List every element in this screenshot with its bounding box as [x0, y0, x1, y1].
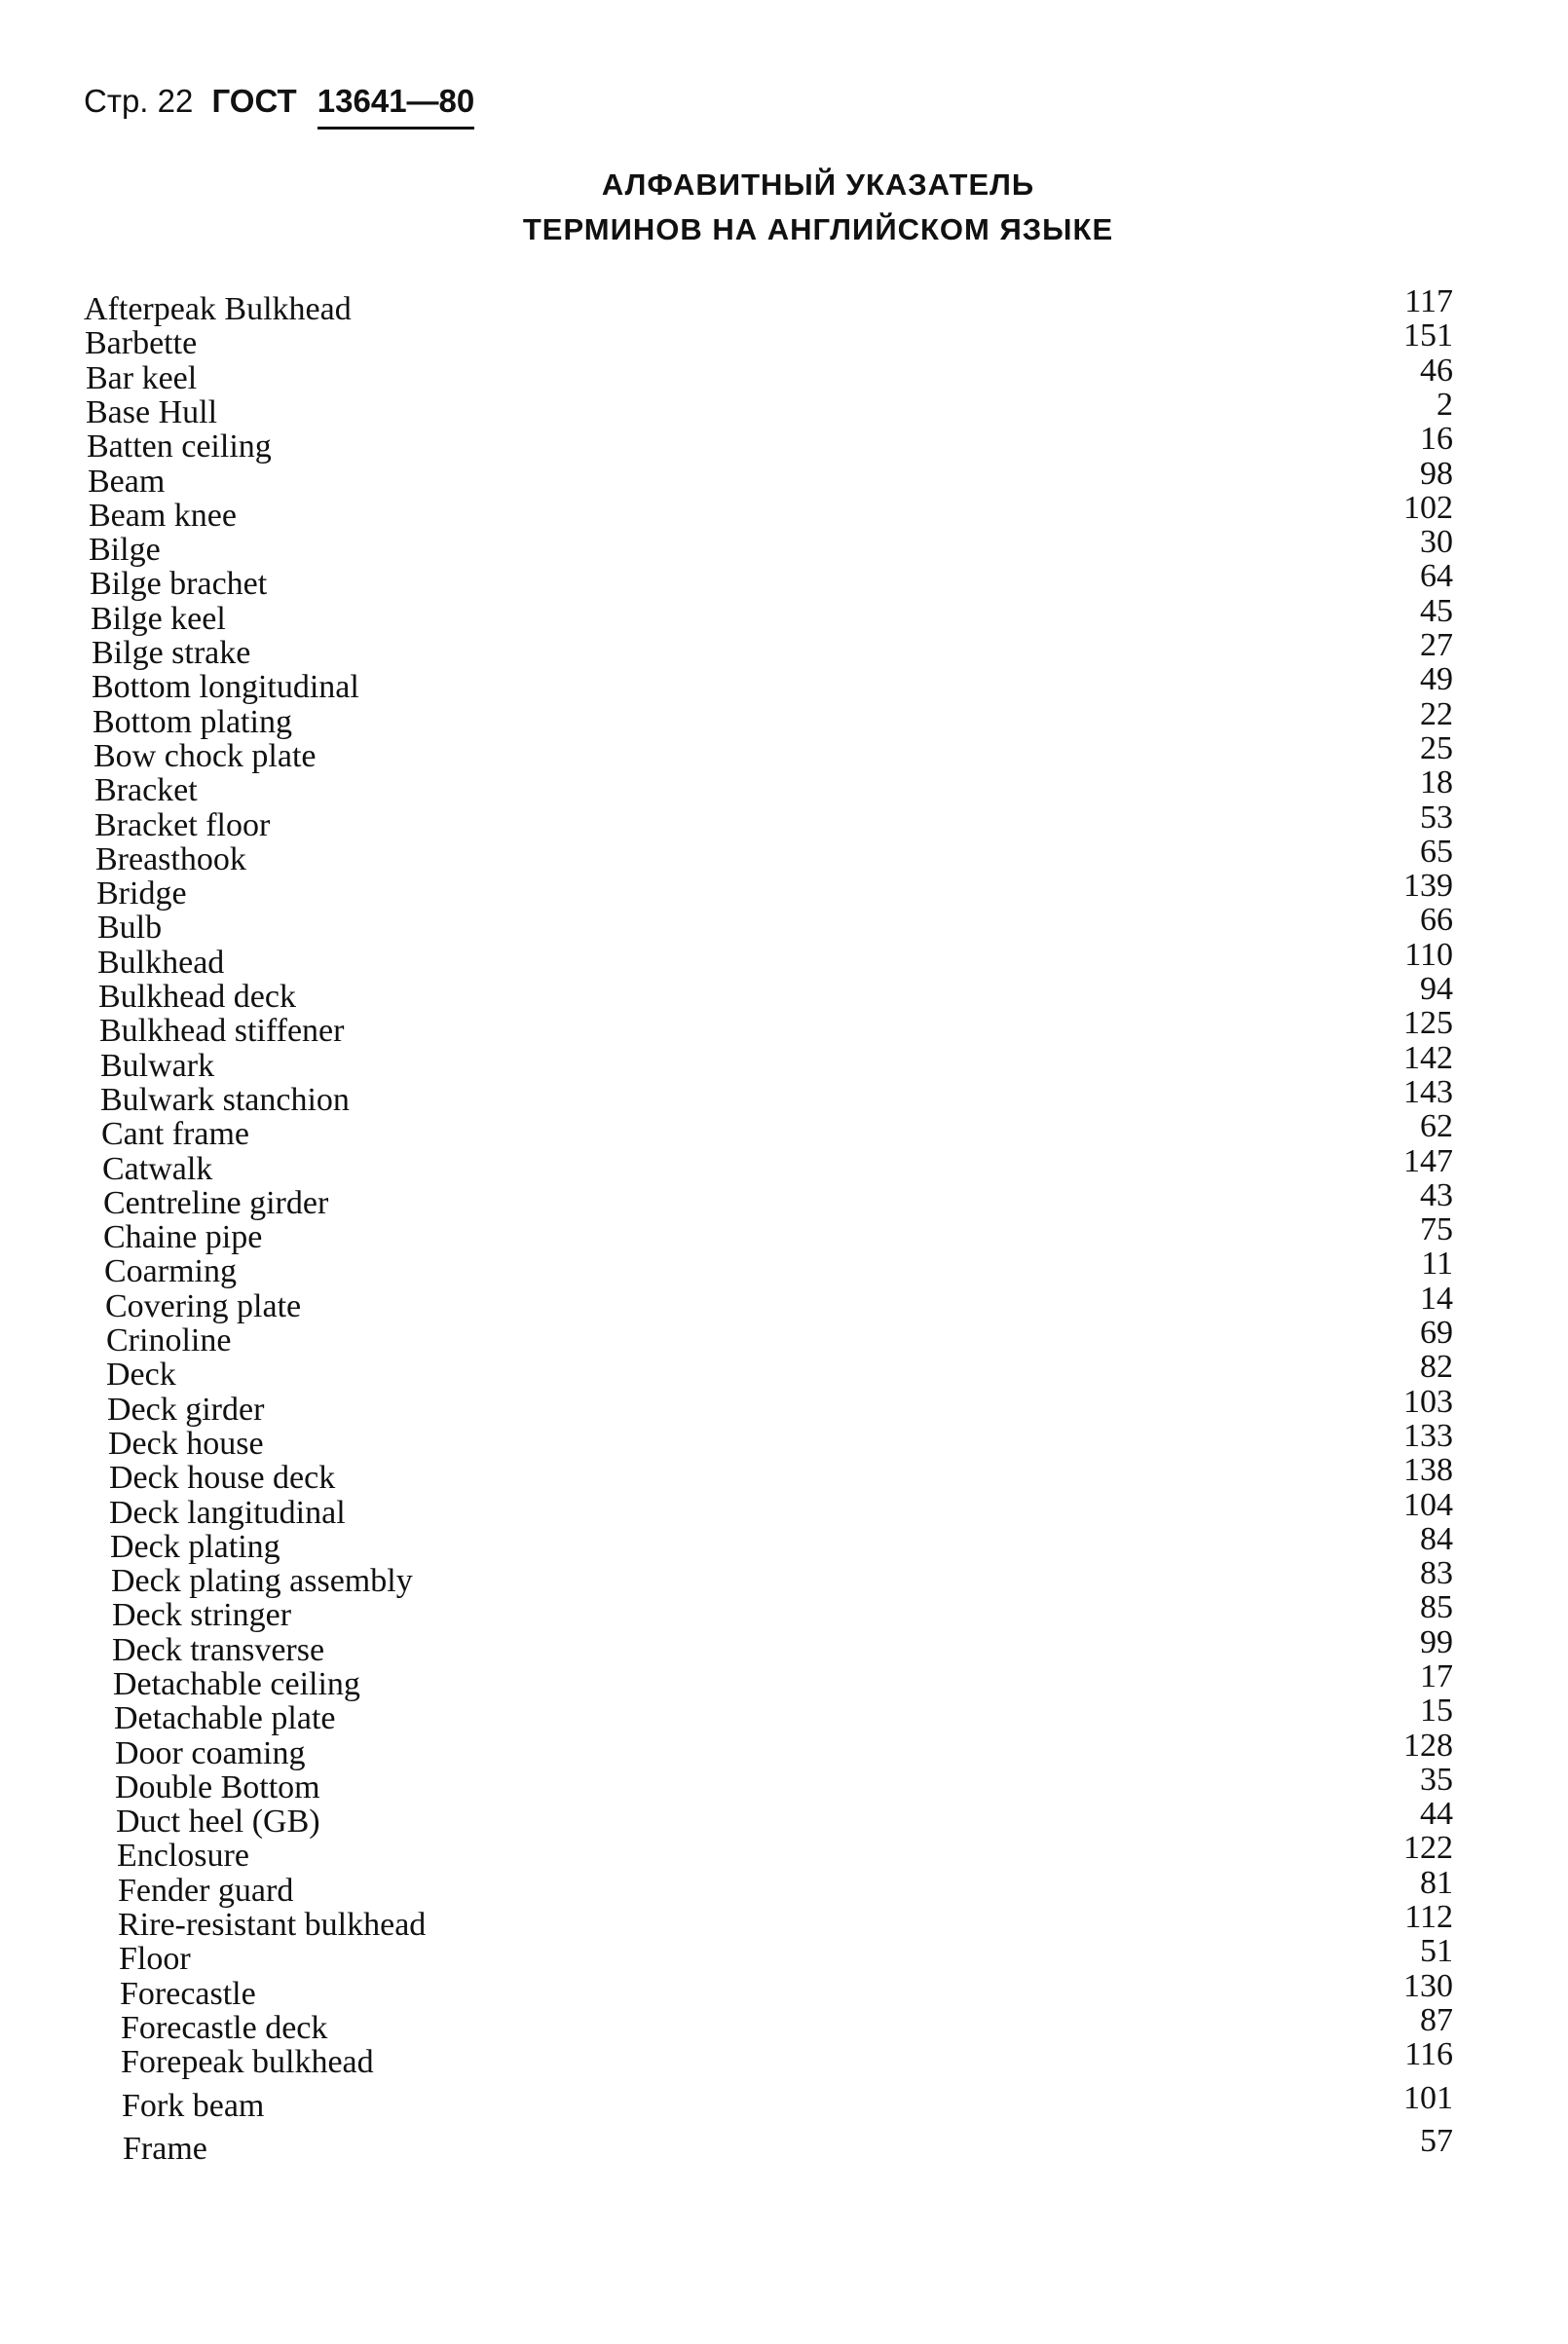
index-entry	[0, 730, 1568, 774]
index-entry	[0, 456, 1568, 500]
index-entry	[0, 1040, 1568, 1084]
index-term: Frame	[123, 2131, 207, 2167]
index-term-number: 11	[1421, 1246, 1453, 1282]
index-term-number: 82	[1420, 1349, 1453, 1385]
index-term: Bow chock plate	[93, 738, 317, 774]
index-term: Cant frame	[101, 1116, 249, 1152]
index-term-number: 18	[1420, 764, 1453, 800]
standard-label: ГОСТ	[211, 83, 297, 119]
index-term-number: 75	[1420, 1211, 1453, 1247]
index-term-number: 138	[1403, 1452, 1453, 1488]
index-term-number: 87	[1420, 2002, 1453, 2038]
index-term-number: 16	[1420, 421, 1453, 457]
index-term: Deck plating	[110, 1529, 280, 1565]
index-term: Duct heel (GB)	[116, 1804, 320, 1840]
index-entry	[0, 421, 1568, 465]
index-entry	[0, 1693, 1568, 1736]
index-term: Forecastle deck	[121, 2010, 328, 2046]
index-term-number: 85	[1420, 1589, 1453, 1625]
index-entry	[0, 1796, 1568, 1840]
index-entry	[0, 696, 1568, 740]
index-term-number: 27	[1420, 627, 1453, 663]
index-term-number: 22	[1420, 696, 1453, 732]
index-term: Coarming	[104, 1253, 237, 1289]
index-term-number: 98	[1420, 456, 1453, 492]
index-entry	[0, 1555, 1568, 1599]
index-term-number: 102	[1403, 490, 1453, 526]
index-entry	[0, 1211, 1568, 1255]
index-entry	[0, 1521, 1568, 1565]
index-term: Deck house	[108, 1426, 264, 1462]
index-term-number: 103	[1403, 1384, 1453, 1420]
index-term: Bottom plating	[93, 704, 292, 740]
page-label: Стр. 22	[84, 83, 194, 119]
index-entry	[0, 2080, 1568, 2124]
index-term-number: 62	[1420, 1108, 1453, 1144]
index-title-line-1: АЛФАВИТНЫЙ УКАЗАТЕЛЬ	[601, 167, 1035, 202]
index-entry	[0, 1589, 1568, 1633]
index-term: Deck	[106, 1357, 176, 1393]
index-term-number: 94	[1420, 971, 1453, 1007]
index-term: Deck transverse	[112, 1632, 325, 1668]
index-term-number: 66	[1420, 902, 1453, 938]
index-term: Deck langitudinal	[109, 1495, 346, 1531]
index-entry	[0, 1177, 1568, 1221]
index-term: Bracket floor	[94, 807, 271, 843]
index-entry	[0, 2036, 1568, 2080]
index-entry	[0, 834, 1568, 877]
index-entry	[0, 971, 1568, 1015]
index-term-number: 14	[1420, 1281, 1453, 1317]
index-term-number: 99	[1420, 1624, 1453, 1660]
index-entry	[0, 764, 1568, 808]
index-entry	[0, 800, 1568, 843]
index-term-number: 2	[1437, 387, 1453, 423]
index-term-number: 101	[1403, 2080, 1453, 2116]
index-term-number: 110	[1404, 937, 1453, 973]
index-term: Bridge	[96, 875, 187, 912]
index-term-number: 49	[1420, 661, 1453, 697]
index-term-number: 83	[1420, 1555, 1453, 1591]
index-term: Beam knee	[89, 498, 237, 534]
index-entry	[0, 353, 1568, 396]
index-entry	[0, 2123, 1568, 2167]
index-term: Rire-resistant bulkhead	[118, 1907, 427, 1943]
index-term-number: 64	[1420, 558, 1453, 594]
index-term: Bulwark stanchion	[100, 1082, 350, 1118]
index-term-number: 116	[1404, 2036, 1453, 2072]
index-term: Bar keel	[86, 360, 198, 396]
index-term-number: 35	[1420, 1762, 1453, 1798]
index-entry	[0, 1349, 1568, 1393]
index-term: Deck plating assembly	[111, 1563, 413, 1599]
index-term-number: 143	[1403, 1074, 1453, 1110]
index-term-number: 45	[1420, 593, 1453, 629]
index-term-number: 17	[1420, 1658, 1453, 1694]
index-entry	[0, 1246, 1568, 1289]
index-term-number: 30	[1420, 524, 1453, 560]
index-term: Covering plate	[105, 1288, 302, 1324]
index-term-number: 44	[1420, 1796, 1453, 1832]
index-term-number: 104	[1403, 1487, 1453, 1523]
index-entry	[0, 1658, 1568, 1702]
index-entry	[0, 1315, 1568, 1358]
index-term: Bulwark	[100, 1048, 215, 1084]
index-entry	[0, 1384, 1568, 1428]
index-term: Bilge	[89, 532, 161, 568]
index-term-number: 46	[1420, 353, 1453, 389]
index-term-number: 122	[1403, 1830, 1453, 1866]
index-term: Catwalk	[102, 1151, 213, 1187]
index-entry	[0, 1281, 1568, 1324]
index-entry	[0, 2002, 1568, 2046]
index-entry	[0, 1452, 1568, 1496]
index-entry	[0, 1074, 1568, 1118]
index-title-line-2: ТЕРМИНОВ НА АНГЛИЙСКОМ ЯЗЫКЕ	[522, 212, 1114, 246]
index-entry	[0, 1728, 1568, 1771]
index-entry	[0, 1487, 1568, 1531]
index-entry	[0, 1108, 1568, 1152]
index-entry	[0, 868, 1568, 912]
index-term-number: 133	[1403, 1418, 1453, 1454]
index-term-number: 25	[1420, 730, 1453, 766]
index-term-number: 53	[1420, 800, 1453, 836]
index-term-number: 151	[1403, 317, 1453, 353]
index-term: Bracket	[94, 772, 198, 808]
index-term: Beam	[88, 464, 166, 500]
index-term: Door coaming	[115, 1735, 306, 1771]
index-term-number: 147	[1403, 1143, 1453, 1179]
index-entry	[0, 627, 1568, 671]
index-entry	[0, 558, 1568, 602]
index-entry	[0, 1143, 1568, 1187]
index-term: Bilge strake	[92, 635, 251, 671]
index-term: Chaine pipe	[103, 1219, 263, 1255]
index-term-number: 142	[1403, 1040, 1453, 1076]
index-entry	[0, 490, 1568, 534]
index-term-number: 15	[1420, 1693, 1453, 1729]
standard-number: 13641—80	[317, 82, 474, 130]
index-term: Deck house deck	[109, 1460, 336, 1496]
index-term: Enclosure	[117, 1838, 249, 1874]
index-term: Base Hull	[86, 394, 218, 430]
index-term: Fork beam	[122, 2088, 265, 2124]
index-entry	[0, 1830, 1568, 1874]
index-entry	[0, 524, 1568, 568]
index-term: Deck girder	[107, 1392, 265, 1428]
index-term: Fender guard	[118, 1873, 294, 1909]
index-term: Detachable plate	[114, 1700, 336, 1736]
index-entry	[0, 1933, 1568, 1977]
index-term: Breasthook	[95, 841, 246, 877]
index-term: Batten ceiling	[87, 428, 272, 465]
index-entry	[0, 593, 1568, 637]
index-entry	[0, 1865, 1568, 1909]
index-term-number: 65	[1420, 834, 1453, 870]
index-entry	[0, 387, 1568, 430]
index-term: Deck stringer	[112, 1597, 292, 1633]
index-term: Bulb	[97, 910, 163, 946]
index-term-number: 117	[1404, 283, 1453, 319]
index-entry	[0, 661, 1568, 705]
index-term: Barbette	[85, 325, 198, 361]
index-entry	[0, 1418, 1568, 1462]
index-term: Crinoline	[106, 1322, 232, 1358]
index-term: Double Bottom	[115, 1769, 320, 1805]
index-entry	[0, 1624, 1568, 1668]
index-entry	[0, 937, 1568, 981]
index-term-number: 51	[1420, 1933, 1453, 1969]
index-term: Floor	[119, 1941, 191, 1977]
index-term-number: 57	[1420, 2123, 1453, 2159]
index-term: Bulkhead stiffener	[99, 1013, 345, 1049]
index-term-number: 81	[1420, 1865, 1453, 1901]
index-term: Bilge brachet	[90, 566, 268, 602]
index-term-number: 69	[1420, 1315, 1453, 1351]
index-term-number: 125	[1403, 1005, 1453, 1041]
index-term-number: 84	[1420, 1521, 1453, 1557]
index-term: Forecastle	[120, 1976, 256, 2012]
index-term: Bulkhead	[97, 945, 225, 981]
index-entry	[0, 317, 1568, 361]
index-term: Bulkhead deck	[98, 979, 296, 1015]
index-term: Detachable ceiling	[113, 1666, 360, 1702]
index-term: Bottom longitudinal	[92, 669, 359, 705]
index-term: Afterpeak Bulkhead	[84, 291, 352, 327]
index-term-number: 128	[1403, 1728, 1453, 1764]
index-entry	[0, 1762, 1568, 1805]
index-term-number: 112	[1404, 1899, 1453, 1935]
index-term: Bilge keel	[91, 601, 226, 637]
index-term: Centreline girder	[103, 1185, 329, 1221]
index-term-number: 139	[1403, 868, 1453, 904]
index-term-number: 43	[1420, 1177, 1453, 1213]
index-entry	[0, 1005, 1568, 1049]
index-term: Forepeak bulkhead	[121, 2044, 374, 2080]
index-entry	[0, 1899, 1568, 1943]
index-entry	[0, 1968, 1568, 2012]
index-entry	[0, 283, 1568, 327]
index-entry	[0, 902, 1568, 946]
index-term-number: 130	[1403, 1968, 1453, 2004]
